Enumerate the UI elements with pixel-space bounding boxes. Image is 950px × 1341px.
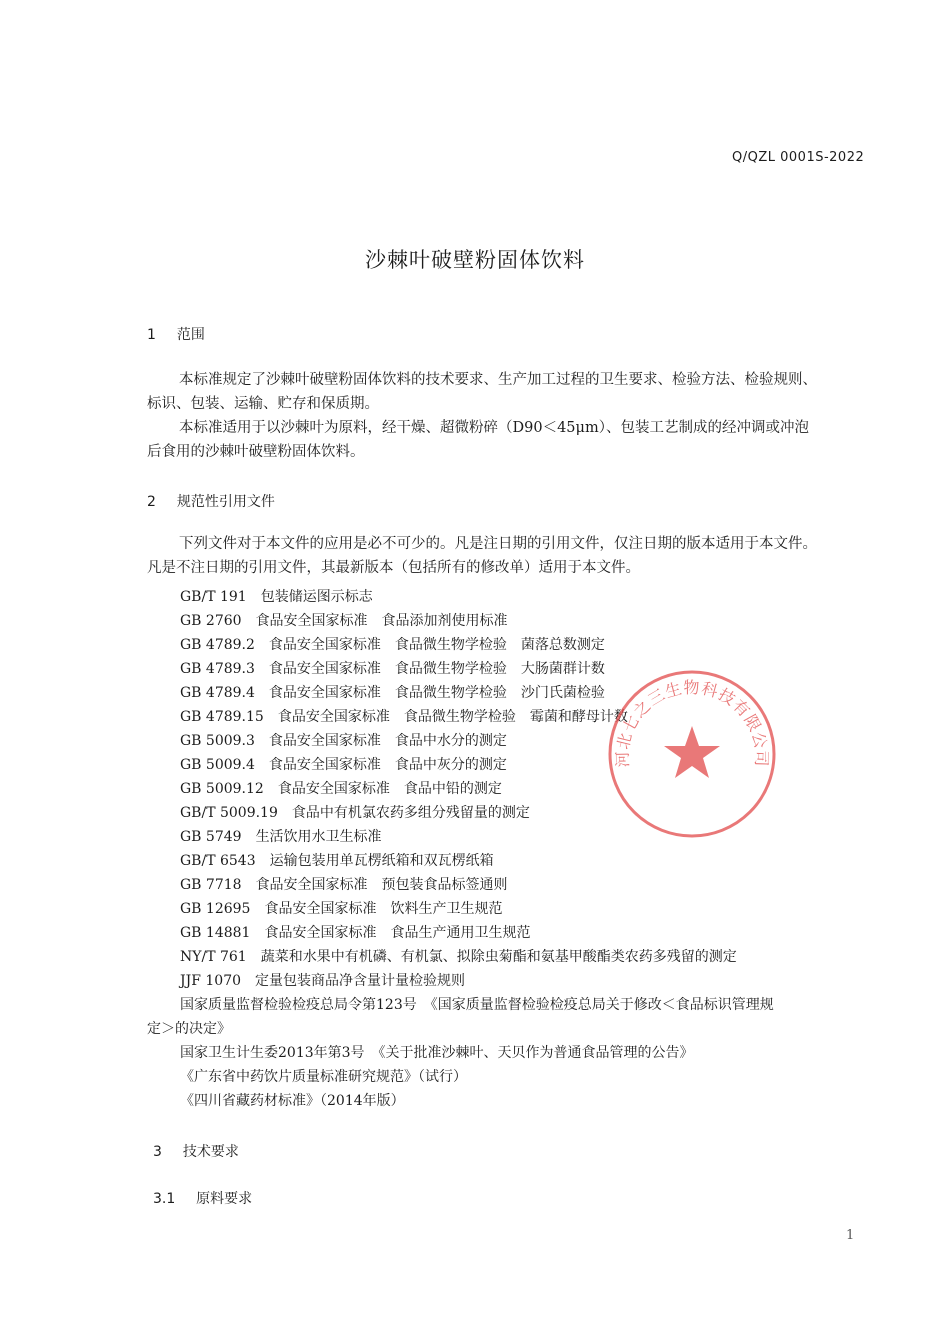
reference-code: GB 5009.4 <box>180 757 255 773</box>
reference-item <box>180 898 502 918</box>
reference-item <box>180 658 605 678</box>
reference-code: GB 5009.3 <box>180 733 255 749</box>
reference-title: 食品安全国家标准 食品微生物学检验 霉菌和酵母计数 <box>277 709 628 725</box>
section-title: 原料要求 <box>196 1191 253 1207</box>
scope-paragraph-2-line-1: 本标准适用于以沙棘叶为原料，经干燥、超微粉碎（D90＜45μm）、包装工艺制成的经冲调或冲泡 <box>179 420 809 436</box>
company-seal <box>606 668 778 840</box>
section-title: 范围 <box>176 327 205 343</box>
reference-title: 食品安全国家标准 食品添加剂使用标准 <box>255 613 508 629</box>
section-heading-technical-requirements <box>153 1141 239 1161</box>
reference-code: GB 4789.3 <box>180 661 255 677</box>
sichuan-standard: 《四川省藏药材标准》（2014年版） <box>180 1093 405 1109</box>
reference-code: GB 2760 <box>180 613 242 629</box>
section-number: 2 <box>147 494 156 510</box>
section-number: 1 <box>147 327 156 343</box>
reference-item <box>180 970 465 990</box>
reference-code: GB/T 5009.19 <box>180 805 278 821</box>
reference-title: 包装储运图示标志 <box>260 589 373 605</box>
section-heading-normative-references <box>147 491 275 511</box>
reference-code: GB 5749 <box>180 829 242 845</box>
document-code: Q/QZL 0001S-2022 <box>732 150 865 165</box>
reference-item <box>180 730 507 750</box>
reference-title: 定量包装商品净含量计量检验规则 <box>255 973 466 989</box>
reference-code: GB 4789.15 <box>180 709 264 725</box>
reference-item <box>180 706 628 726</box>
reference-item <box>180 946 737 966</box>
reference-title: 生活饮用水卫生标准 <box>255 829 382 845</box>
reference-title: 食品安全国家标准 食品微生物学检验 菌落总数测定 <box>268 637 605 653</box>
reference-code: GB 4789.4 <box>180 685 255 701</box>
regulation-order-line-1: 国家质量监督检验检疫总局令第123号 《国家质量监督检验检疫总局关于修改＜食品标识管理规 <box>180 997 774 1013</box>
section-number: 3 <box>153 1144 162 1160</box>
reference-title: 运输包装用单瓦楞纸箱和双瓦楞纸箱 <box>269 853 494 869</box>
subsection-heading-raw-material <box>153 1188 252 1208</box>
normative-intro-line-1: 下列文件对于本文件的应用是必不可少的。凡是注日期的引用文件，仅注日期的版本适用于本文件。 <box>179 536 817 552</box>
reference-title: 食品安全国家标准 食品中铅的测定 <box>277 781 502 797</box>
reference-code: NY/T 761 <box>180 949 247 965</box>
reference-code: JJF 1070 <box>180 973 242 989</box>
regulation-notice: 国家卫生计生委2013年第3号 《关于批准沙棘叶、天贝作为普通食品管理的公告》 <box>180 1045 694 1061</box>
normative-intro-line-2: 凡是不注日期的引用文件，其最新版本（包括所有的修改单）适用于本文件。 <box>147 560 640 576</box>
reference-title: 食品安全国家标准 预包装食品标签通则 <box>255 877 508 893</box>
section-heading-scope <box>147 324 205 344</box>
scope-paragraph-2-line-2: 后食用的沙棘叶破壁粉固体饮料。 <box>147 444 365 460</box>
reference-title: 食品安全国家标准 食品中水分的测定 <box>268 733 507 749</box>
reference-item <box>180 682 605 702</box>
section-number: 3.1 <box>153 1191 176 1207</box>
section-title: 规范性引用文件 <box>176 494 275 510</box>
document-title: 沙棘叶破壁粉固体饮料 <box>365 248 585 272</box>
seal-text: 河北七之三生物科技有限公司 <box>612 678 772 768</box>
reference-code: GB/T 191 <box>180 589 247 605</box>
reference-item <box>180 826 382 846</box>
reference-item <box>180 754 507 774</box>
scope-paragraph-1-line-1: 本标准规定了沙棘叶破壁粉固体饮料的技术要求、生产加工过程的卫生要求、检验方法、检验规则、 <box>179 372 817 388</box>
reference-title: 食品安全国家标准 食品微生物学检验 沙门氏菌检验 <box>268 685 605 701</box>
reference-title: 食品安全国家标准 饮料生产卫生规范 <box>264 901 503 917</box>
reference-item <box>180 850 494 870</box>
reference-item <box>180 778 502 798</box>
reference-code: GB/T 6543 <box>180 853 256 869</box>
reference-code: GB 4789.2 <box>180 637 255 653</box>
reference-item <box>180 634 605 654</box>
reference-code: GB 14881 <box>180 925 251 941</box>
reference-code: GB 7718 <box>180 877 242 893</box>
reference-title: 食品中有机氯农药多组分残留量的测定 <box>291 805 530 821</box>
reference-title: 食品安全国家标准 食品中灰分的测定 <box>268 757 507 773</box>
page-number: 1 <box>846 1228 855 1243</box>
reference-item <box>180 874 508 894</box>
reference-title: 食品安全国家标准 食品微生物学检验 大肠菌群计数 <box>268 661 605 677</box>
reference-item <box>180 922 530 942</box>
reference-item <box>180 610 508 630</box>
reference-code: GB 5009.12 <box>180 781 264 797</box>
reference-title: 食品安全国家标准 食品生产通用卫生规范 <box>264 925 531 941</box>
guangdong-standard: 《广东省中药饮片质量标准研究规范》（试行） <box>180 1069 467 1085</box>
regulation-order-line-2: 定＞的决定》 <box>147 1021 231 1037</box>
reference-code: GB 12695 <box>180 901 251 917</box>
seal-star <box>664 726 720 778</box>
section-title: 技术要求 <box>182 1144 239 1160</box>
scope-paragraph-1-line-2: 标识、包装、运输、贮存和保质期。 <box>147 396 379 412</box>
reference-item <box>180 802 530 822</box>
reference-item <box>180 586 373 606</box>
reference-title: 蔬菜和水果中有机磷、有机氯、拟除虫菊酯和氨基甲酸酯类农药多残留的测定 <box>260 949 737 965</box>
